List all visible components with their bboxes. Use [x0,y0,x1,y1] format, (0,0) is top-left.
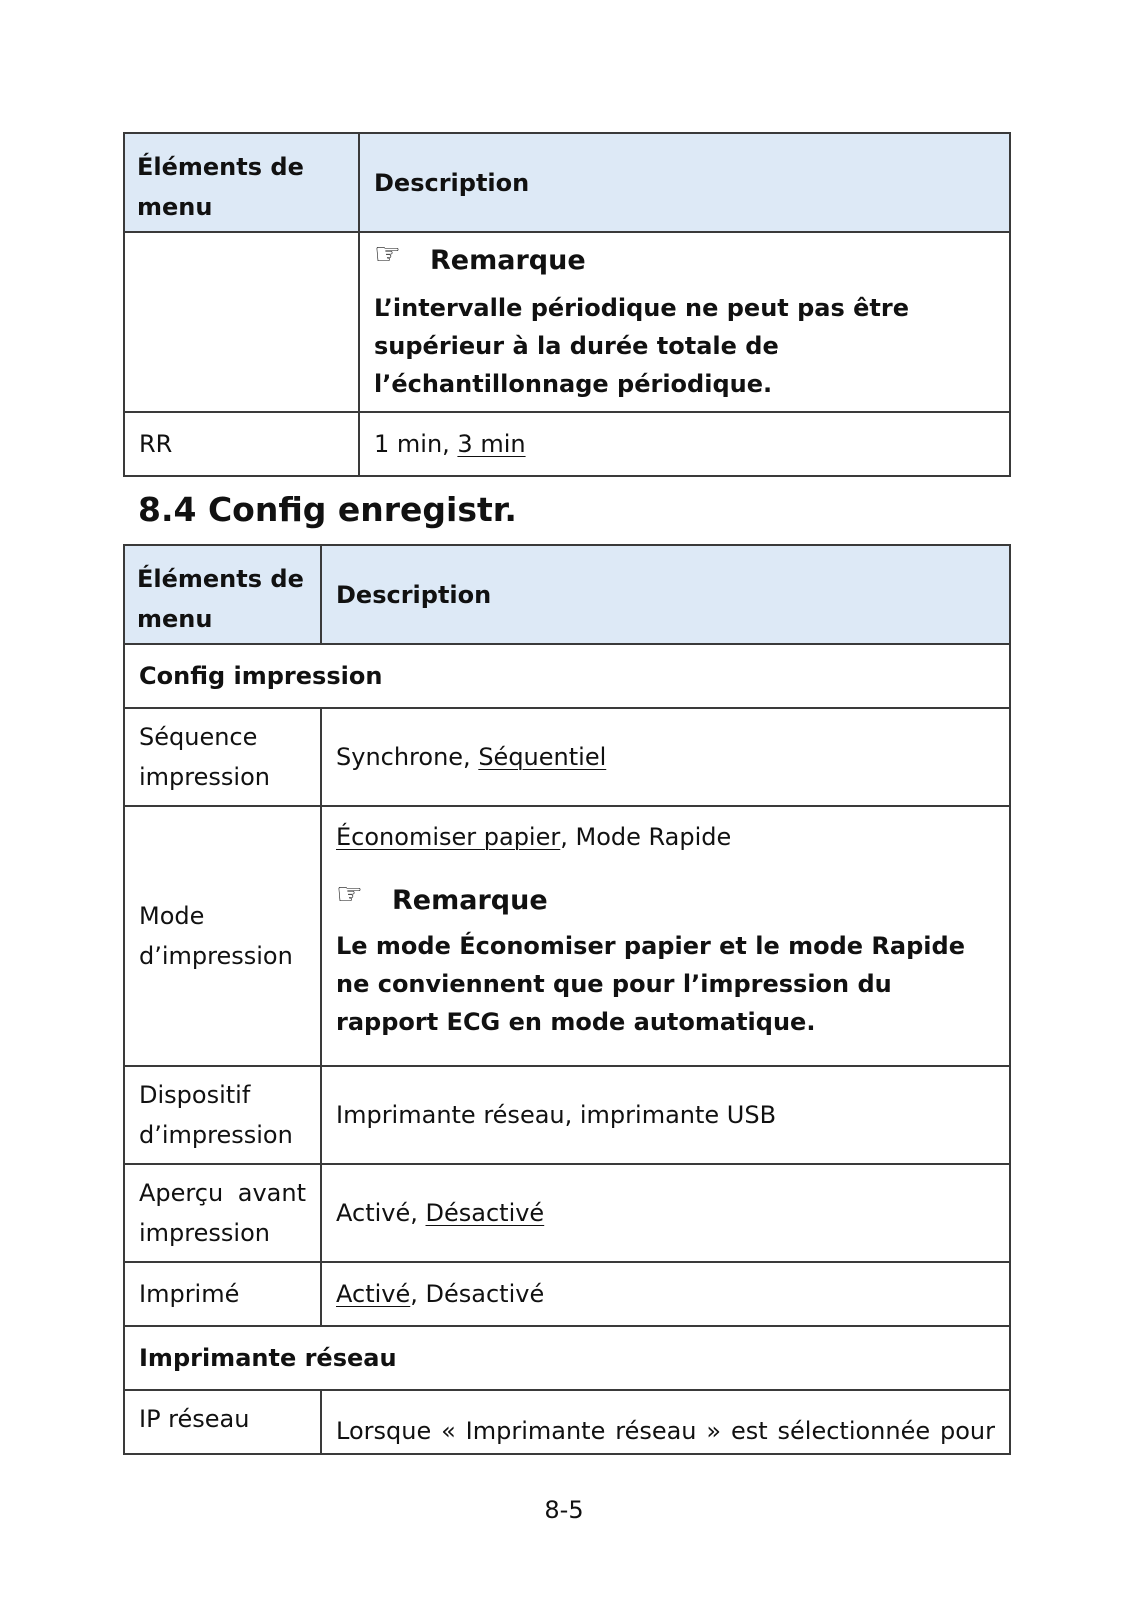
preview-value: Activé, Désactivé [321,1164,1010,1262]
note-cell [359,232,1010,412]
sequence-value: Synchrone, Séquentiel [321,708,1010,806]
sequence-label: Séquence impression [124,708,321,806]
record-config-table [123,544,1011,1455]
menu-items-table-continued [123,132,1011,477]
mode-value: Économiser papier, Mode Rapide ☞ Remarque Le mode Économiser papier et le mode Rapide ne conviennent que pour l’impression du rapport ECG en mode automatique. [321,806,1010,1066]
device-label: Dispositif d’impression [124,1066,321,1164]
preview-label: Aperçu avant impression [124,1164,321,1262]
printed-label: Imprimé [124,1262,321,1326]
group-network-printer: Imprimante réseau [124,1326,1010,1390]
pointing-hand-icon: ☞ [336,877,363,912]
group-config-impression: Config impression [124,644,1010,708]
mode-label: Mode d’impression [124,806,321,1066]
header-menu-items: Éléments de menu [124,545,321,644]
note-heading: ☞ Remarque [374,237,586,276]
note-text: Le mode Économiser papier et le mode Rapide ne conviennent que pour l’impression du rapport ECG en mode automatique. [336,932,965,1036]
printed-value: Activé, Désactivé [321,1262,1010,1326]
pointing-hand-icon: ☞ [374,237,401,272]
header-description: Description [321,545,1010,644]
rr-value: 1 min, 3 min [359,412,1010,476]
page-number: 8-5 [544,1496,584,1524]
empty-cell [124,232,359,412]
device-value: Imprimante réseau, imprimante USB [321,1066,1010,1164]
header-menu-items: Éléments de menu [124,133,359,232]
ip-label: IP réseau [124,1390,321,1454]
header-description: Description [359,133,1010,232]
ip-value: Lorsque « Imprimante réseau » est sélectionnée pour [321,1390,1010,1454]
rr-label: RR [124,412,359,476]
section-heading: 8.4 Config enregistr. [138,490,517,529]
note-heading: ☞ Remarque [336,877,548,916]
note-text: L’intervalle périodique ne peut pas être supérieur à la durée totale de l’échantillonnage périodique. [374,294,909,398]
